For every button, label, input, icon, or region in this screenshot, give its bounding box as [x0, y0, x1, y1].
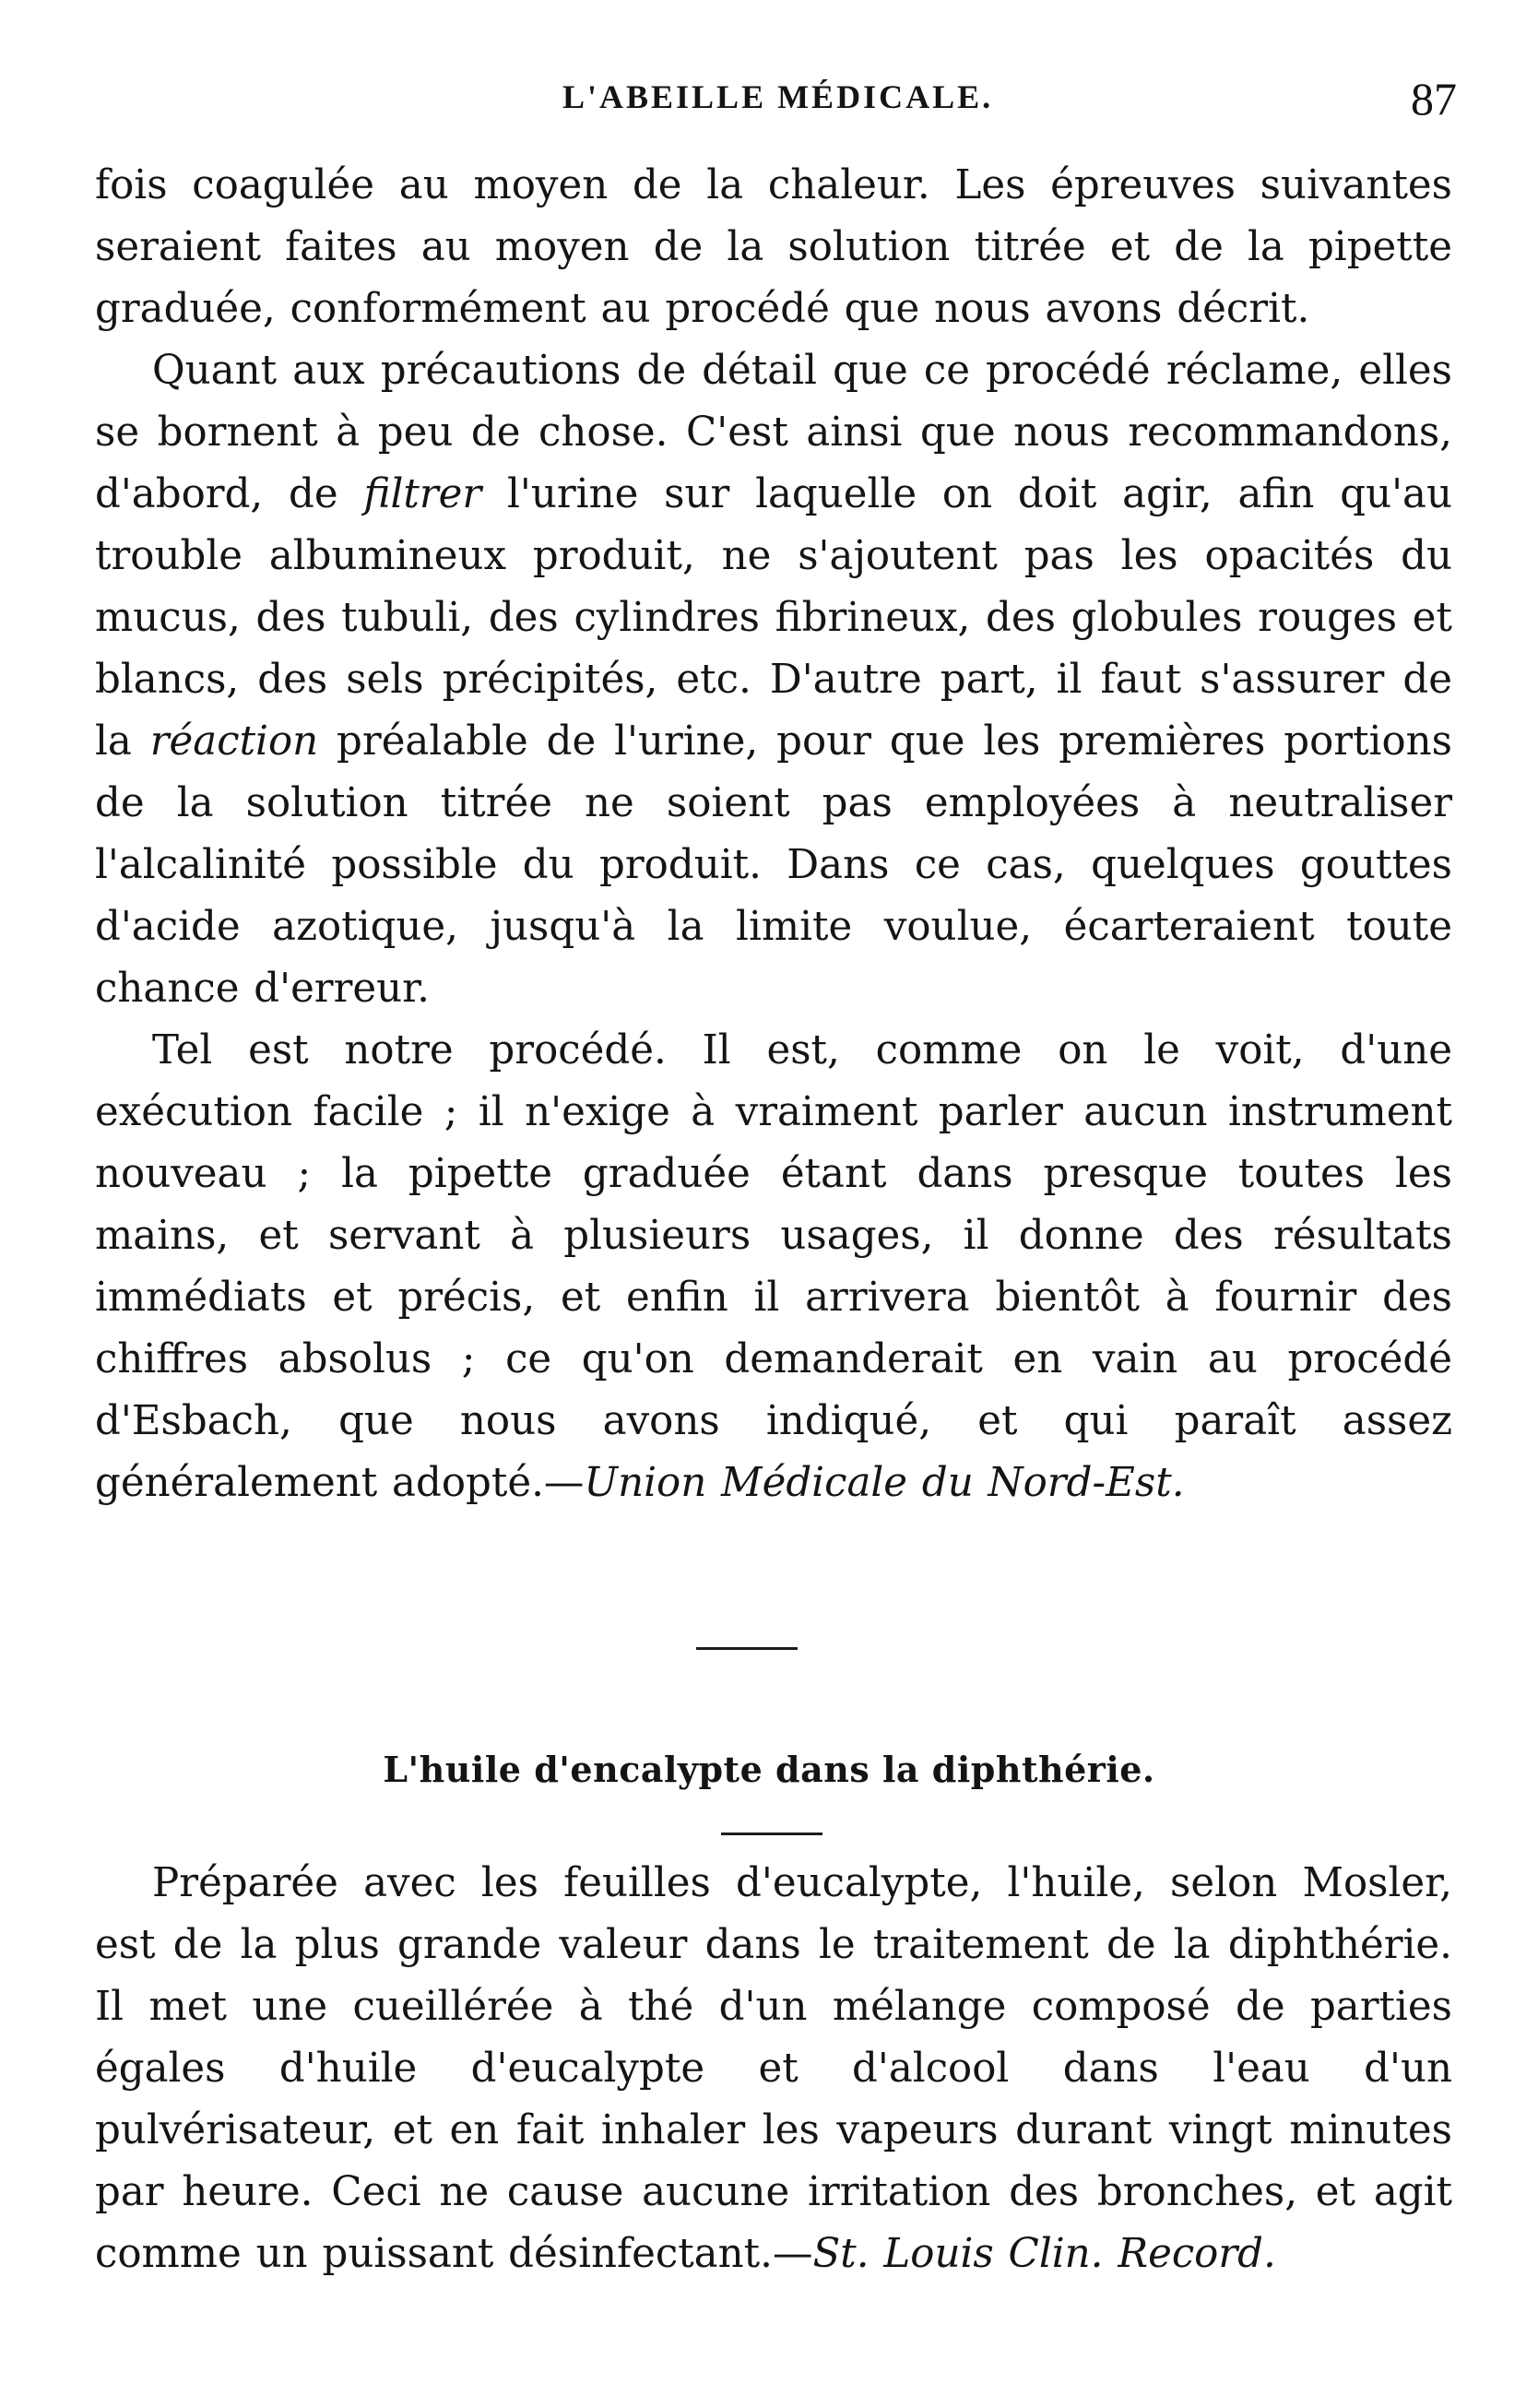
running-head [0, 72, 1538, 127]
emphasis-filtrer: filtrer [363, 471, 482, 517]
page-number: 87 [1411, 73, 1457, 125]
paragraph-eucalyptus [95, 1853, 1452, 2285]
paragraph-text: Tel est notre procédé. Il est, comme on le voit, d'une exécution facile ; il n'exige à vraiment parler aucun instrument nouveau ; la pipette graduée étant dans presque toutes les mains, et servant à plusieurs usages, il donne des résultats immédiats et précis, et enfin il arrivera bientôt à fournir des chiffres absolus ; ce qu'on demanderait en vain au procédé d'Esbach, que nous avons indiqué, et qui paraît assez généralement adopté.— [95, 1027, 1452, 1506]
citation-source: Union Médicale du Nord-Est. [584, 1460, 1185, 1506]
citation-source: St. Louis Clin. Record. [812, 2231, 1276, 2277]
section-heading: L'huile d'encalypte dans la diphthérie. [383, 1749, 1155, 1790]
paragraph-text: l'urine sur laquelle on doit agir, afin qu'au trouble albumineux produit, ne s'ajoutent pas les opacités du mucus, des tubuli, des cylindres fibrineux, des globules rouges et blancs, des sels précipités, etc. D'autre part, il faut s'assurer de la [95, 471, 1452, 765]
article-1-body [95, 155, 1452, 1514]
running-title: L'ABEILLE MÉDICALE. [562, 78, 994, 115]
paragraph-precautions [95, 340, 1452, 1020]
paragraph-text: fois coagulée au moyen de la chaleur. Les épreuves suivantes seraient faites au moyen de la solution titrée et de la pipette graduée, conformément au procédé que nous avons décrit. [95, 162, 1452, 332]
paragraph-conclusion [95, 1020, 1452, 1514]
article-2-body [95, 1853, 1452, 2285]
section-divider [696, 1647, 798, 1650]
paragraph-text: Quant aux précautions de détail que ce procédé réclame, elles se bornent à peu de chose. C'est ainsi que nous recommandons, d'abord, de [95, 348, 1452, 517]
heading-divider [721, 1833, 822, 1835]
paragraph-text: Préparée avec les feuilles d'eucalypte, l'huile, selon Mosler, est de la plus grande valeur dans le traitement de la diphthérie. Il met une cueillérée à thé d'un mélange composé de parties égales d'huile d'eucalypte et d'alcool dans l'eau d'un pulvérisateur, et en fait inhaler les vapeurs durant vingt minutes par heure. Ceci ne cause aucune irritation des bronches, et agit comme un puissant désinfectant.— [95, 1860, 1452, 2277]
paragraph-continued [95, 155, 1452, 340]
paragraph-text: préalable de l'urine, pour que les premières portions de la solution titrée ne soient pas employées à neutraliser l'alcalinité possible du produit. Dans ce cas, quelques gouttes d'acide azotique, jusqu'à la limite voulue, écarteraient toute chance d'erreur. [95, 718, 1452, 1012]
emphasis-reaction: réaction [149, 718, 319, 765]
